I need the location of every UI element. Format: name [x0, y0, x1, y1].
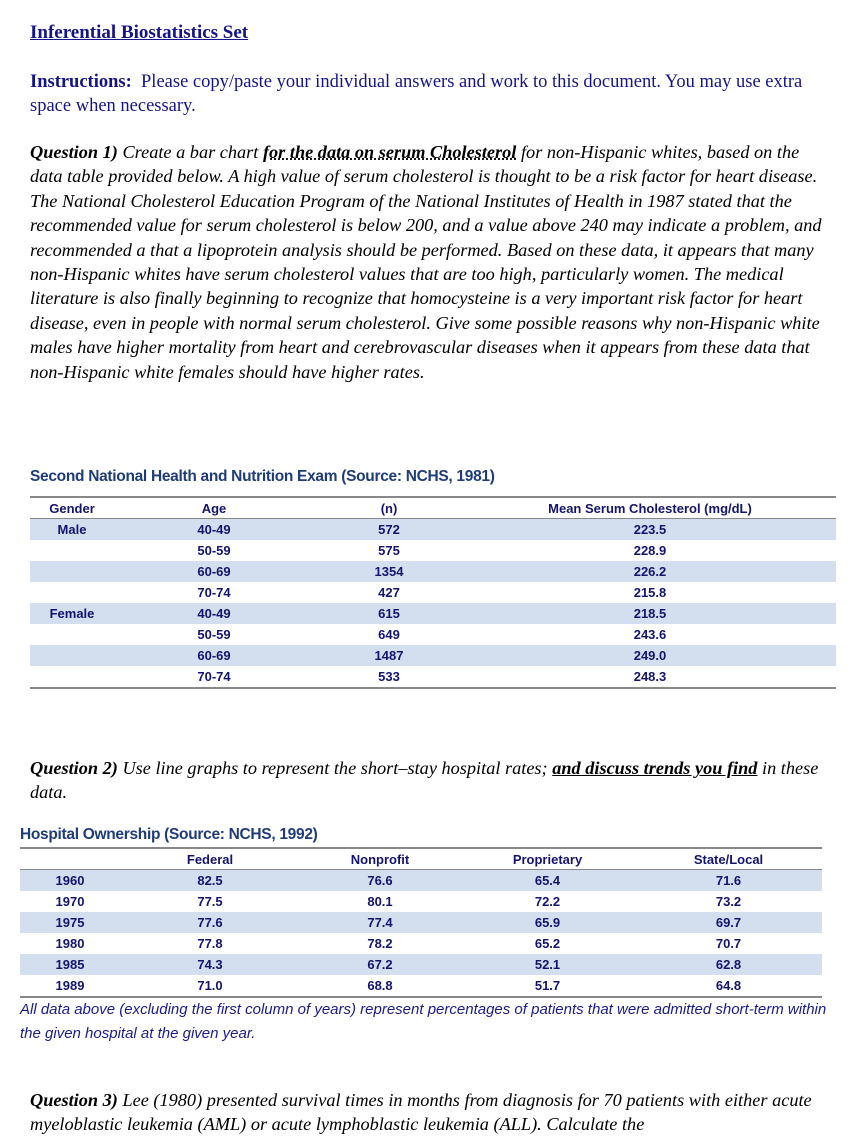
table-row [30, 603, 836, 624]
table-cell: 1970 [55, 894, 85, 909]
table-row [30, 519, 836, 541]
table-cell: 1354 [314, 561, 464, 582]
table-cell: 649 [378, 627, 400, 642]
table-cell: 223.5 [464, 519, 836, 541]
table-cell: 51.7 [460, 975, 635, 997]
table-cell: 218.5 [464, 603, 836, 624]
document-title: Inferential Biostatistics Set [30, 22, 249, 43]
table-cell [30, 582, 114, 603]
table-cell: 248.3 [464, 666, 836, 688]
table-cell: 1960 [20, 870, 120, 892]
table-cell: 70-74 [114, 666, 314, 688]
table-row [20, 870, 822, 892]
question-1 [30, 140, 830, 384]
table-cell: 60-69 [114, 645, 314, 666]
table-cell: 69.7 [635, 912, 822, 933]
question-2 [30, 756, 830, 805]
q1-label: Question 1) [30, 142, 118, 162]
question-3 [30, 1088, 830, 1137]
q2-label: Question 2) [30, 758, 118, 778]
table-cell: 52.1 [460, 954, 635, 975]
table-cell [30, 666, 114, 688]
table-cell: 243.6 [633, 627, 667, 642]
instructions [30, 70, 830, 118]
table-cell: 40-49 [114, 519, 314, 541]
table-cell: 249.0 [464, 645, 836, 666]
q1-text: for non-Hispanic whites, based on the data table provided below. A high value of serum cholesterol is thought to be a risk factor for heart disease. The National Cholesterol Education Program of the National Institutes of Health in 1987 stated that the recommended value for serum cholesterol is below 200, and a value above 240 may indicate a problem, and recommended a that a lipoprotein analysis should be performed. Based on these data, it appears that many non-Hispanic whites have serum cholesterol values that are too high, particularly women. The medical literature is also finally beginning to recognize that homocysteine is a very important risk factor for heart disease, even in people with normal serum cholesterol. Give some possible reasons why non-Hispanic white males have higher mortality from heart and cerebrovascular diseases when it appears from these data that non-Hispanic white females should have higher rates. [30, 142, 822, 382]
q2-post: in these data. [30, 758, 819, 803]
table-cell: 71.0 [120, 975, 300, 997]
table-cell: 71.6 [635, 870, 822, 892]
table-cell: 74.3 [120, 954, 300, 975]
table-cell: 533 [314, 666, 464, 688]
table-cell: 77.4 [300, 912, 460, 933]
instructions-label: Instructions: [30, 72, 132, 92]
table-cell: 62.8 [635, 954, 822, 975]
column-header [20, 848, 120, 870]
table-cell: Female [30, 603, 114, 624]
table-cell: 226.2 [464, 561, 836, 582]
q3-text: Lee (1980) presented survival times in months from diagnosis for 70 patients with either acute myeloblastic leukemia (AML) or acute lymphoblastic leukemia (ALL). Calculate the [30, 1090, 812, 1135]
table-cell: 70-74 [197, 585, 231, 600]
table-row [20, 891, 822, 912]
table-cell: 67.2 [300, 954, 460, 975]
column-header: Gender [30, 497, 114, 519]
table-cell: 73.2 [715, 894, 742, 909]
table-cell: 80.1 [367, 894, 393, 909]
table-row [20, 954, 822, 975]
q2-emphasis: and discuss trends you find [552, 758, 758, 778]
table-cell [30, 561, 114, 582]
table1-title: Second National Health and Nutrition Exam (Source: NCHS, 1981) [30, 468, 495, 485]
table-cell: 50-59 [197, 627, 231, 642]
instructions-text: Please copy/paste your individual answers and work to this document. You may use extra space when necessary. [30, 72, 803, 116]
table-cell: 427 [378, 585, 400, 600]
table-cell: 1980 [55, 936, 85, 951]
table-cell: 1989 [20, 975, 120, 997]
column-header: Nonprofit [300, 848, 460, 870]
q2-pre: Use line graphs to represent the short–stay hospital rates; [122, 758, 548, 778]
table-cell: 228.9 [633, 543, 667, 558]
table-cell: 65.4 [460, 870, 635, 892]
table-cell: 70.7 [715, 936, 742, 951]
table-row [30, 561, 836, 582]
table-row [30, 582, 836, 603]
column-header: Age [114, 497, 314, 519]
column-header: Federal [120, 848, 300, 870]
table-cell: 77.5 [197, 894, 223, 909]
table-cell: 64.8 [635, 975, 822, 997]
cholesterol-table [30, 496, 836, 689]
table-row [20, 975, 822, 997]
table-row [20, 912, 822, 933]
table-cell: 215.8 [633, 585, 667, 600]
table-cell: 68.8 [300, 975, 460, 997]
table-cell: 575 [378, 543, 400, 558]
table-cell: 1975 [20, 912, 120, 933]
table-cell: 1487 [314, 645, 464, 666]
table-cell: 77.6 [120, 912, 300, 933]
table-row [30, 645, 836, 666]
table2-title: Hospital Ownership (Source: NCHS, 1992) [20, 826, 318, 843]
table-cell: 65.9 [460, 912, 635, 933]
q1-emphasis: for the data on serum Cholesterol [262, 142, 517, 162]
column-header: Proprietary [460, 848, 635, 870]
table-cell: 65.2 [534, 936, 561, 951]
table-cell [30, 540, 114, 561]
table-cell: 77.8 [197, 936, 223, 951]
table-cell: 82.5 [120, 870, 300, 892]
hospital-table [20, 847, 822, 998]
table-cell: 572 [314, 519, 464, 541]
table-row [20, 933, 822, 954]
column-header: State/Local [635, 848, 822, 870]
table-cell: 1985 [20, 954, 120, 975]
column-header: Mean Serum Cholesterol (mg/dL) [464, 497, 836, 519]
table-row [30, 666, 836, 688]
table-cell: 50-59 [197, 543, 231, 558]
table2-note: All data above (excluding the first column of years) represent percentages of patients that were admitted short-term within the given hospital at the given year. [20, 1001, 827, 1042]
table-cell: 60-69 [114, 561, 314, 582]
table-row [30, 540, 836, 561]
column-header: (n) [314, 497, 464, 519]
q3-label: Question 3) [30, 1090, 118, 1110]
table-cell: 40-49 [114, 603, 314, 624]
table-cell [30, 645, 114, 666]
table-cell: Male [30, 519, 114, 541]
q1-pre: Create a bar chart [122, 142, 259, 162]
table-cell [30, 624, 114, 645]
table-cell: 615 [314, 603, 464, 624]
table-cell: 78.2 [367, 936, 393, 951]
table-row [30, 624, 836, 645]
table-cell: 72.2 [534, 894, 561, 909]
table-cell: 76.6 [300, 870, 460, 892]
